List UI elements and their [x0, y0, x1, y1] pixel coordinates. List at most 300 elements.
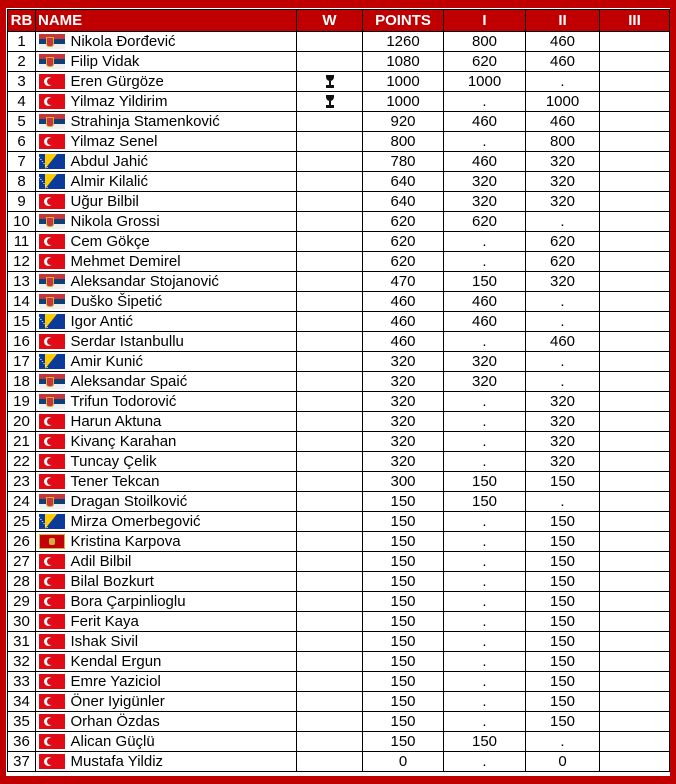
- rank-cell: 6: [8, 132, 36, 152]
- player-name-cell: Aleksandar Spaić: [68, 372, 297, 392]
- round-ii-cell: 150: [526, 552, 600, 572]
- round-ii-cell: 150: [526, 592, 600, 612]
- points-cell: 150: [363, 652, 444, 672]
- round-ii-cell: .: [526, 352, 600, 372]
- player-name-cell: Bilal Bozkurt: [68, 572, 297, 592]
- round-iii-cell: [600, 452, 670, 472]
- flag-cell: [36, 672, 68, 692]
- table-row: [8, 172, 670, 192]
- table-row: [8, 472, 670, 492]
- turkey-flag-icon: [39, 694, 65, 709]
- table-row: [8, 272, 670, 292]
- rank-cell: 14: [8, 292, 36, 312]
- flag-cell: [36, 152, 68, 172]
- table-row: [8, 712, 670, 732]
- round-ii-cell: 150: [526, 672, 600, 692]
- trophy-cell: [297, 692, 363, 712]
- standings-body: [8, 32, 670, 772]
- player-name-cell: Almir Kilalić: [68, 172, 297, 192]
- flag-cell: [36, 252, 68, 272]
- rank-cell: 16: [8, 332, 36, 352]
- player-name-cell: Amir Kunić: [68, 352, 297, 372]
- round-i-cell: .: [444, 692, 526, 712]
- points-cell: 320: [363, 392, 444, 412]
- trophy-cell: [297, 132, 363, 152]
- bosnia-flag-icon: [39, 314, 65, 329]
- player-name-cell: Duško Šipetić: [68, 292, 297, 312]
- round-i-cell: 320: [444, 172, 526, 192]
- round-iii-cell: [600, 632, 670, 652]
- trophy-cell: [297, 272, 363, 292]
- rank-cell: 31: [8, 632, 36, 652]
- trophy-cell: [297, 672, 363, 692]
- trophy-cell: [297, 752, 363, 772]
- round-i-cell: .: [444, 452, 526, 472]
- round-ii-cell: 0: [526, 752, 600, 772]
- points-cell: 780: [363, 152, 444, 172]
- round-iii-cell: [600, 572, 670, 592]
- serbia-flag-icon: [39, 494, 65, 509]
- round-i-cell: 800: [444, 32, 526, 52]
- trophy-cell: [297, 532, 363, 552]
- rank-cell: 27: [8, 552, 36, 572]
- flag-cell: [36, 492, 68, 512]
- flag-cell: [36, 712, 68, 732]
- rank-cell: 24: [8, 492, 36, 512]
- round-iii-cell: [600, 252, 670, 272]
- trophy-cell: [297, 432, 363, 452]
- flag-cell: [36, 472, 68, 492]
- points-cell: 150: [363, 612, 444, 632]
- round-iii-cell: [600, 492, 670, 512]
- table-row: [8, 732, 670, 752]
- round-i-cell: .: [444, 632, 526, 652]
- rank-cell: 17: [8, 352, 36, 372]
- header-row: [8, 10, 670, 32]
- trophy-cell: [297, 732, 363, 752]
- player-name-cell: Abdul Jahić: [68, 152, 297, 172]
- rank-cell: 26: [8, 532, 36, 552]
- turkey-flag-icon: [39, 714, 65, 729]
- trophy-cell: [297, 172, 363, 192]
- points-cell: 620: [363, 232, 444, 252]
- trophy-cell: [297, 352, 363, 372]
- round-iii-cell: [600, 412, 670, 432]
- turkey-flag-icon: [39, 574, 65, 589]
- turkey-flag-icon: [39, 334, 65, 349]
- turkey-flag-icon: [39, 414, 65, 429]
- flag-cell: [36, 452, 68, 472]
- rank-cell: 3: [8, 72, 36, 92]
- round-i-cell: .: [444, 392, 526, 412]
- flag-cell: [36, 292, 68, 312]
- table-row: [8, 592, 670, 612]
- trophy-cell: [297, 512, 363, 532]
- round-i-cell: 620: [444, 212, 526, 232]
- table-row: [8, 452, 670, 472]
- player-name-cell: Harun Aktuna: [68, 412, 297, 432]
- rank-cell: 29: [8, 592, 36, 612]
- rank-cell: 9: [8, 192, 36, 212]
- round-iii-cell: [600, 272, 670, 292]
- points-cell: 150: [363, 572, 444, 592]
- rank-cell: 10: [8, 212, 36, 232]
- player-name-cell: Tener Tekcan: [68, 472, 297, 492]
- player-name-cell: Ferit Kaya: [68, 612, 297, 632]
- player-name-cell: Bora Çarpinlioglu: [68, 592, 297, 612]
- round-iii-cell: [600, 552, 670, 572]
- turkey-flag-icon: [39, 194, 65, 209]
- table-row: [8, 192, 670, 212]
- round-ii-cell: 460: [526, 52, 600, 72]
- player-name-cell: Tuncay Çelik: [68, 452, 297, 472]
- turkey-flag-icon: [39, 94, 65, 109]
- round-iii-cell: [600, 432, 670, 452]
- round-i-cell: .: [444, 592, 526, 612]
- points-cell: 460: [363, 292, 444, 312]
- flag-cell: [36, 612, 68, 632]
- round-iii-cell: [600, 332, 670, 352]
- round-i-cell: .: [444, 712, 526, 732]
- turkey-flag-icon: [39, 474, 65, 489]
- round-ii-cell: 620: [526, 252, 600, 272]
- trophy-cell: [297, 572, 363, 592]
- table-row: [8, 132, 670, 152]
- round-iii-cell: [600, 372, 670, 392]
- round-i-cell: .: [444, 512, 526, 532]
- header-i: I: [444, 10, 526, 32]
- round-i-cell: .: [444, 552, 526, 572]
- table-row: [8, 412, 670, 432]
- serbia-flag-icon: [39, 114, 65, 129]
- round-i-cell: .: [444, 652, 526, 672]
- round-ii-cell: .: [526, 732, 600, 752]
- turkey-flag-icon: [39, 614, 65, 629]
- round-ii-cell: 800: [526, 132, 600, 152]
- round-ii-cell: 150: [526, 652, 600, 672]
- trophy-cell: [297, 232, 363, 252]
- points-cell: 320: [363, 352, 444, 372]
- table-row: [8, 72, 670, 92]
- trophy-cell: [297, 32, 363, 52]
- points-cell: 150: [363, 632, 444, 652]
- flag-cell: [36, 352, 68, 372]
- round-ii-cell: 620: [526, 232, 600, 252]
- table-row: [8, 752, 670, 772]
- player-name-cell: Uğur Bilbil: [68, 192, 297, 212]
- table-row: [8, 332, 670, 352]
- player-name-cell: Nikola Grossi: [68, 212, 297, 232]
- round-iii-cell: [600, 312, 670, 332]
- flag-cell: [36, 192, 68, 212]
- bosnia-flag-icon: [39, 514, 65, 529]
- round-iii-cell: [600, 392, 670, 412]
- trophy-cell: [297, 152, 363, 172]
- round-i-cell: 460: [444, 152, 526, 172]
- round-ii-cell: 150: [526, 692, 600, 712]
- player-name-cell: Mehmet Demirel: [68, 252, 297, 272]
- round-iii-cell: [600, 152, 670, 172]
- flag-cell: [36, 512, 68, 532]
- round-ii-cell: 320: [526, 412, 600, 432]
- round-iii-cell: [600, 192, 670, 212]
- flag-cell: [36, 332, 68, 352]
- trophy-icon: [325, 95, 335, 108]
- player-name-cell: Mustafa Yildiz: [68, 752, 297, 772]
- trophy-cell: [297, 412, 363, 432]
- flag-cell: [36, 52, 68, 72]
- table-row: [8, 612, 670, 632]
- round-ii-cell: 320: [526, 192, 600, 212]
- round-i-cell: .: [444, 132, 526, 152]
- round-iii-cell: [600, 32, 670, 52]
- flag-cell: [36, 132, 68, 152]
- trophy-cell: [297, 592, 363, 612]
- round-ii-cell: .: [526, 492, 600, 512]
- trophy-icon: [325, 75, 335, 88]
- turkey-flag-icon: [39, 254, 65, 269]
- header-iii: III: [600, 10, 670, 32]
- player-name-cell: Alican Güçlü: [68, 732, 297, 752]
- points-cell: 460: [363, 312, 444, 332]
- points-cell: 1000: [363, 72, 444, 92]
- table-row: [8, 32, 670, 52]
- table-row: [8, 292, 670, 312]
- serbia-flag-icon: [39, 374, 65, 389]
- trophy-cell: [297, 472, 363, 492]
- flag-cell: [36, 412, 68, 432]
- round-ii-cell: 320: [526, 272, 600, 292]
- rank-cell: 32: [8, 652, 36, 672]
- player-name-cell: Nikola Đorđević: [68, 32, 297, 52]
- standings-table: [7, 9, 670, 772]
- montenegro-flag-icon: [39, 534, 65, 549]
- header-rb: RB: [8, 10, 36, 32]
- round-i-cell: .: [444, 532, 526, 552]
- trophy-cell: [297, 92, 363, 112]
- player-name-cell: Aleksandar Stojanović: [68, 272, 297, 292]
- turkey-flag-icon: [39, 454, 65, 469]
- points-cell: 920: [363, 112, 444, 132]
- player-name-cell: Kendal Ergun: [68, 652, 297, 672]
- round-iii-cell: [600, 72, 670, 92]
- table-row: [8, 212, 670, 232]
- round-ii-cell: .: [526, 312, 600, 332]
- points-cell: 320: [363, 412, 444, 432]
- round-ii-cell: 150: [526, 472, 600, 492]
- round-i-cell: 460: [444, 112, 526, 132]
- trophy-cell: [297, 612, 363, 632]
- round-i-cell: 620: [444, 52, 526, 72]
- trophy-cell: [297, 112, 363, 132]
- round-i-cell: .: [444, 752, 526, 772]
- round-ii-cell: 1000: [526, 92, 600, 112]
- round-iii-cell: [600, 352, 670, 372]
- points-cell: 320: [363, 372, 444, 392]
- table-row: [8, 572, 670, 592]
- rank-cell: 21: [8, 432, 36, 452]
- round-ii-cell: 460: [526, 332, 600, 352]
- turkey-flag-icon: [39, 134, 65, 149]
- points-cell: 150: [363, 592, 444, 612]
- round-i-cell: 460: [444, 312, 526, 332]
- round-ii-cell: 150: [526, 532, 600, 552]
- trophy-cell: [297, 712, 363, 732]
- table-row: [8, 52, 670, 72]
- round-iii-cell: [600, 512, 670, 532]
- turkey-flag-icon: [39, 734, 65, 749]
- player-name-cell: Mirza Omerbegović: [68, 512, 297, 532]
- points-cell: 150: [363, 692, 444, 712]
- rank-cell: 28: [8, 572, 36, 592]
- flag-cell: [36, 32, 68, 52]
- round-ii-cell: .: [526, 292, 600, 312]
- round-iii-cell: [600, 592, 670, 612]
- table-row: [8, 252, 670, 272]
- flag-cell: [36, 232, 68, 252]
- serbia-flag-icon: [39, 54, 65, 69]
- table-row: [8, 632, 670, 652]
- rank-cell: 11: [8, 232, 36, 252]
- flag-cell: [36, 212, 68, 232]
- round-iii-cell: [600, 612, 670, 632]
- standings-frame: [6, 8, 670, 776]
- serbia-flag-icon: [39, 214, 65, 229]
- points-cell: 150: [363, 512, 444, 532]
- table-row: [8, 652, 670, 672]
- flag-cell: [36, 552, 68, 572]
- round-ii-cell: .: [526, 372, 600, 392]
- points-cell: 1000: [363, 92, 444, 112]
- bosnia-flag-icon: [39, 354, 65, 369]
- header-w: W: [297, 10, 363, 32]
- serbia-flag-icon: [39, 34, 65, 49]
- round-ii-cell: 320: [526, 152, 600, 172]
- round-iii-cell: [600, 212, 670, 232]
- round-ii-cell: 150: [526, 512, 600, 532]
- points-cell: 150: [363, 732, 444, 752]
- player-name-cell: Trifun Todorović: [68, 392, 297, 412]
- rank-cell: 18: [8, 372, 36, 392]
- turkey-flag-icon: [39, 234, 65, 249]
- table-row: [8, 392, 670, 412]
- round-iii-cell: [600, 752, 670, 772]
- points-cell: 640: [363, 172, 444, 192]
- header-name: NAME: [36, 10, 297, 32]
- trophy-cell: [297, 252, 363, 272]
- flag-cell: [36, 732, 68, 752]
- round-ii-cell: 320: [526, 432, 600, 452]
- points-cell: 320: [363, 432, 444, 452]
- rank-cell: 30: [8, 612, 36, 632]
- player-name-cell: Orhan Özdas: [68, 712, 297, 732]
- flag-cell: [36, 372, 68, 392]
- rank-cell: 23: [8, 472, 36, 492]
- points-cell: 150: [363, 492, 444, 512]
- trophy-cell: [297, 292, 363, 312]
- round-ii-cell: .: [526, 212, 600, 232]
- player-name-cell: Cem Gökçe: [68, 232, 297, 252]
- table-row: [8, 432, 670, 452]
- rank-cell: 22: [8, 452, 36, 472]
- table-row: [8, 512, 670, 532]
- round-iii-cell: [600, 732, 670, 752]
- round-i-cell: .: [444, 432, 526, 452]
- turkey-flag-icon: [39, 554, 65, 569]
- round-ii-cell: 150: [526, 572, 600, 592]
- turkey-flag-icon: [39, 674, 65, 689]
- table-row: [8, 232, 670, 252]
- serbia-flag-icon: [39, 394, 65, 409]
- round-i-cell: .: [444, 612, 526, 632]
- round-iii-cell: [600, 652, 670, 672]
- round-ii-cell: 150: [526, 612, 600, 632]
- turkey-flag-icon: [39, 654, 65, 669]
- player-name-cell: Yilmaz Yildirim: [68, 92, 297, 112]
- rank-cell: 19: [8, 392, 36, 412]
- points-cell: 620: [363, 212, 444, 232]
- trophy-cell: [297, 332, 363, 352]
- rank-cell: 20: [8, 412, 36, 432]
- round-ii-cell: .: [526, 72, 600, 92]
- trophy-cell: [297, 372, 363, 392]
- flag-cell: [36, 592, 68, 612]
- points-cell: 620: [363, 252, 444, 272]
- trophy-cell: [297, 552, 363, 572]
- points-cell: 150: [363, 532, 444, 552]
- round-iii-cell: [600, 672, 670, 692]
- header-ii: II: [526, 10, 600, 32]
- player-name-cell: Igor Antić: [68, 312, 297, 332]
- flag-cell: [36, 752, 68, 772]
- round-iii-cell: [600, 112, 670, 132]
- header-points: POINTS: [363, 10, 444, 32]
- rank-cell: 15: [8, 312, 36, 332]
- round-i-cell: .: [444, 232, 526, 252]
- flag-cell: [36, 392, 68, 412]
- trophy-cell: [297, 312, 363, 332]
- points-cell: 300: [363, 472, 444, 492]
- rank-cell: 4: [8, 92, 36, 112]
- rank-cell: 12: [8, 252, 36, 272]
- round-iii-cell: [600, 692, 670, 712]
- points-cell: 800: [363, 132, 444, 152]
- trophy-cell: [297, 652, 363, 672]
- turkey-flag-icon: [39, 434, 65, 449]
- rank-cell: 35: [8, 712, 36, 732]
- turkey-flag-icon: [39, 594, 65, 609]
- round-i-cell: 150: [444, 732, 526, 752]
- player-name-cell: Serdar Istanbullu: [68, 332, 297, 352]
- turkey-flag-icon: [39, 754, 65, 769]
- flag-cell: [36, 632, 68, 652]
- round-iii-cell: [600, 532, 670, 552]
- round-ii-cell: 320: [526, 172, 600, 192]
- table-row: [8, 492, 670, 512]
- trophy-cell: [297, 452, 363, 472]
- player-name-cell: Kivanç Karahan: [68, 432, 297, 452]
- table-row: [8, 152, 670, 172]
- player-name-cell: Filip Vidak: [68, 52, 297, 72]
- points-cell: 150: [363, 712, 444, 732]
- flag-cell: [36, 432, 68, 452]
- trophy-cell: [297, 52, 363, 72]
- points-cell: 150: [363, 672, 444, 692]
- rank-cell: 25: [8, 512, 36, 532]
- trophy-cell: [297, 192, 363, 212]
- points-cell: 1080: [363, 52, 444, 72]
- round-iii-cell: [600, 292, 670, 312]
